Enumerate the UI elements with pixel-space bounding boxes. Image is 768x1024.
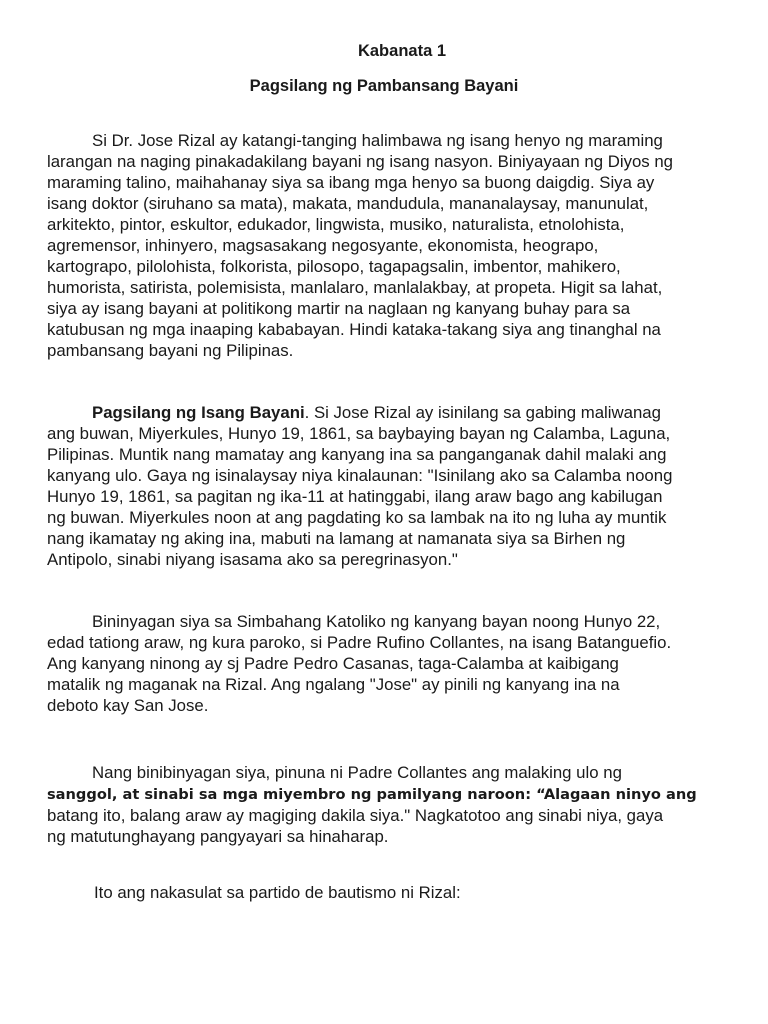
chapter-title: Pagsilang ng Pambansang Bayani [249, 77, 519, 95]
paragraph-intro [47, 130, 737, 361]
paragraph-baptismal-record-line: Ito ang nakasulat sa partido de bautismo ni Rizal: [94, 883, 461, 902]
paragraph-birth-first-text: . Si Jose Rizal ay isinilang sa gabing maliwanag [304, 403, 661, 422]
chapter-heading: Kabanata 1 [357, 42, 447, 60]
paragraph-prophecy-quote-start: : “Alagaan ninyo ang [525, 786, 697, 803]
paragraph-birth-body: ang buwan, Miyerkules, Hunyo 19, 1861, sa baybaying bayan ng Calamba, Laguna, Pilipinas. Muntik nang mamatay ang kanyang ina sa panganganak dahil malaki ang kanyang ulo. Gaya ng isinalaysay niya kinalaunan: "Isinilang ako sa Calamba noong Hunyo 19, 1861, sa pagitan ng ika-11 at hatinggabi, ilang araw bago ang kabilugan ng buwan. Miyerkules noon at ang pagdating ko sa lambak na ito ng luha ay muntik nang ikamatay ng aking ina, mabuti na lamang at namanata siya sa Birhen ng Antipolo, sinabi niyang isasama ako sa peregrinasyon." [47, 424, 673, 569]
paragraph-baptism-first-line: Bininyagan siya sa Simbahang Katoliko ng kanyang bayan noong Hunyo 22, [92, 612, 661, 631]
paragraph-prophecy-body: batang ito, balang araw ay magiging dakila siya." Nagkatotoo ang sinabi niya, gaya ng matutunghayang pangyayari sa hinaharap. [47, 806, 664, 846]
paragraph-birth-lead-heading: Pagsilang ng Isang Bayani [92, 403, 305, 422]
paragraph-baptism [47, 611, 737, 716]
paragraph-prophecy [47, 762, 737, 847]
paragraph-prophecy-quote-lead: sanggol, at sinabi sa mga miyembro ng pamilyang naroon [47, 786, 526, 803]
paragraph-intro-first-line: Si Dr. Jose Rizal ay katangi-tanging halimbawa ng isang henyo ng maraming [92, 131, 663, 150]
paragraph-baptism-body: edad tationg araw, ng kura paroko, si Padre Rufino Collantes, na isang Batanguefio. Ang kanyang ninong ay sj Padre Pedro Casanas, taga-Calamba at kaibigang matalik ng maganak na Rizal. Ang ngalang "Jose" ay pinili ng kanyang ina na deboto kay San Jose. [47, 633, 672, 715]
paragraph-intro-body: larangan na naging pinakadakilang bayani ng isang nasyon. Biniyayaan ng Diyos ng maraming talino, maihahanay siya sa ibang mga henyo sa buong daigdig. Siya ay isang doktor (siruhano sa mata), makata, mandudula, mananalaysay, manunulat, arkitekto, pintor, eskultor, edukador, lingwista, musiko, naturalista, etnolohista, agremensor, inhinyero, magsasakang negosyante, ekonomista, heograpo, kartograpo, pilolohista, folkorista, pilosopo, tagapagsalin, imbentor, mahikero, humorista, satirista, polemisista, manlalaro, manlalakbay, at propeta. Higit sa lahat, siya ay isang bayani at politikong martir na naglaan ng kanyang buhay para sa katubusan ng mga inaaping kababayan. Hindi kataka-takang siya ang tinanghal na pambansang bayani ng Pilipinas. [47, 152, 674, 360]
paragraph-prophecy-second-line [47, 786, 697, 803]
paragraph-prophecy-first-line: Nang binibinyagan siya, pinuna ni Padre Collantes ang malaking ulo ng [92, 763, 622, 782]
paragraph-birth-first-line [47, 402, 737, 423]
paragraph-baptismal-record [47, 882, 737, 903]
paragraph-birth [47, 402, 737, 570]
